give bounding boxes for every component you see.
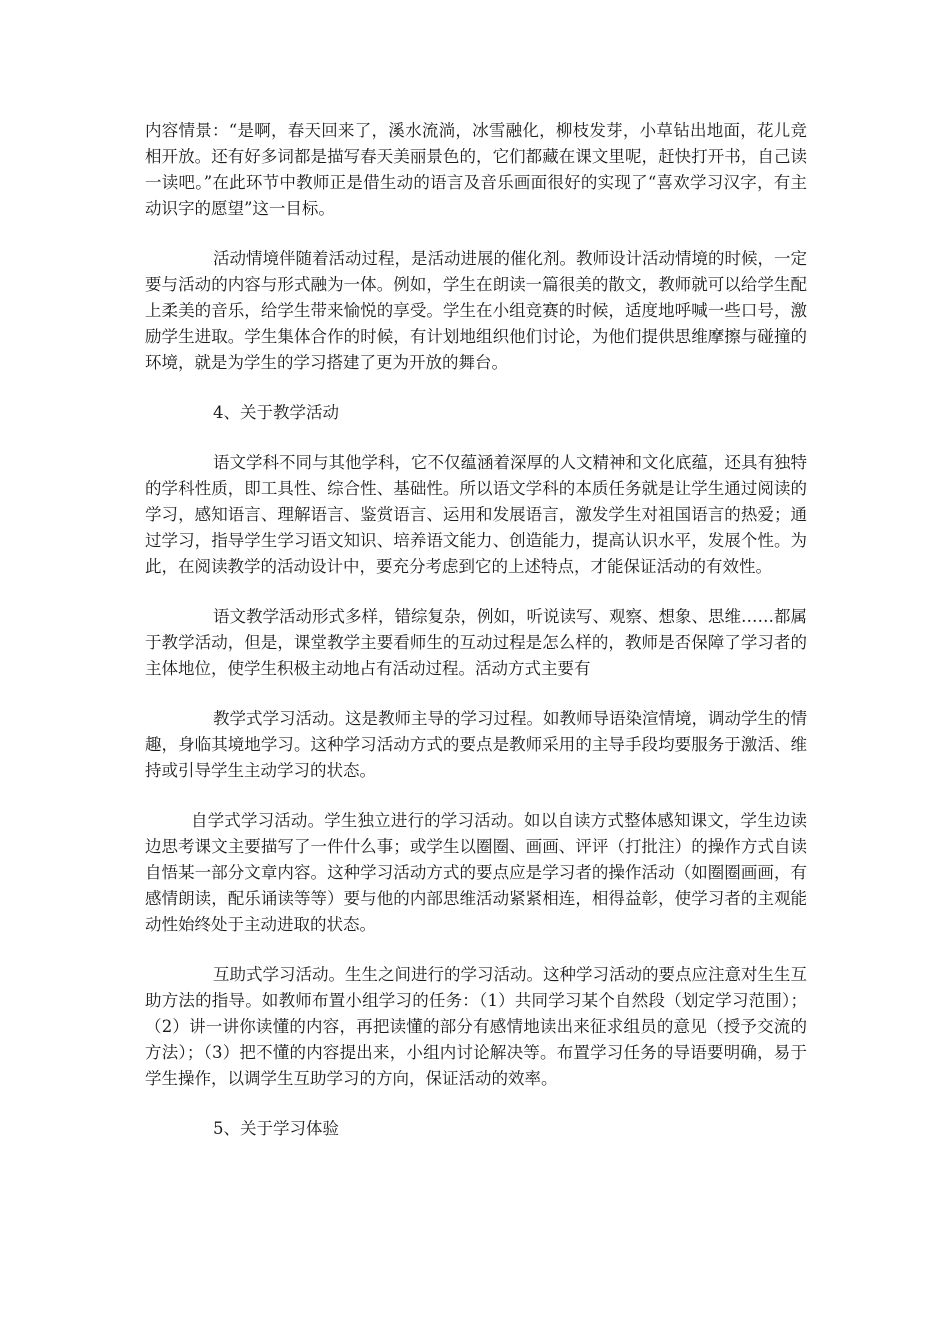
paragraph-chinese-subject: 语文学科不同与其他学科，它不仅蕴涵着深厚的人文精神和文化底蕴，还具有独特的学科性质，即工具性、综合性、基础性。所以语文学科的本质任务就是让学生通过阅读的学习，感知语言、理解语言、鉴赏语言、运用和发展语言，激发学生对祖国语言的热爱；通过学习，指导学生学习语文知识、培养语文能力、创造能力，提高认识水平，发展个性。为此，在阅读教学的活动设计中，要充分考虑到它的上述特点，才能保证活动的有效性。 bbox=[145, 453, 807, 576]
paragraph-intro: 内容情景：“是啊，春天回来了，溪水流淌，冰雪融化，柳枝发芽，小草钻出地面，花儿竞相开放。还有好多词都是描写春天美丽景色的，它们都藏在课文里呢，赶快打开书，自己读一读吧。”在此环节中教师正是借生动的语言及音乐画面很好的实现了“喜欢学习汉字，有主动识字的愿望”这一目标。 bbox=[145, 121, 807, 218]
section-heading-teaching-activity: 4、关于教学活动 bbox=[213, 403, 339, 422]
paragraph-mutual-help-style: 互助式学习活动。生生之间进行的学习活动。这种学习活动的要点应注意对生生互助方法的指导。如教师布置小组学习的任务：（1）共同学习某个自然段（划定学习范围）；（2）讲一讲你读懂的内容，再把读懂的部分有感情地读出来征求组员的意见（授予交流的方法）；（3）把不懂的内容提出来，小组内讨论解决等。布置学习任务的导语要明确，易于学生操作，以调学生互助学习的方向，保证活动的效率。 bbox=[145, 965, 807, 1088]
paragraph-teaching-style: 教学式学习活动。这是教师主导的学习过程。如教师导语染渲情境，调动学生的情趣，身临其境地学习。这种学习活动方式的要点是教师采用的主导手段均要服务于激活、维持或引导学生主动学习的状态。 bbox=[145, 709, 807, 780]
paragraph-activity-forms: 语文教学活动形式多样，错综复杂，例如，听说读写、观察、想象、思维……都属于教学活动，但是，课堂教学主要看师生的互动过程是怎么样的，教师是否保障了学习者的主体地位，使学生积极主动地占有活动过程。活动方式主要有 bbox=[145, 607, 807, 678]
section-heading-learning-experience: 5、关于学习体验 bbox=[213, 1119, 339, 1138]
document-body bbox=[145, 118, 807, 1166]
paragraph-activity-context: 活动情境伴随着活动过程，是活动进展的催化剂。教师设计活动情境的时候，一定要与活动的内容与形式融为一体。例如，学生在朗读一篇很美的散文，教师就可以给学生配上柔美的音乐，给学生带来愉悦的享受。学生在小组竞赛的时候，适度地呼喊一些口号，激励学生进取。学生集体合作的时候，有计划地组织他们讨论，为他们提供思维摩擦与碰撞的环境，就是为学生的学习搭建了更为开放的舞台。 bbox=[145, 249, 807, 372]
paragraph-self-study-style: 自学式学习活动。学生独立进行的学习活动。如以自读方式整体感知课文，学生边读边思考课文主要描写了一件什么事；或学生以圈圈、画画、评评（打批注）的操作方式自读自悟某一部分文章内容。这种学习活动方式的要点应是学习者的操作活动（如圈圈画画，有感情朗读，配乐诵读等等）要与他的内部思维活动紧紧相连，相得益彰，使学习者的主观能动性始终处于主动进取的状态。 bbox=[145, 811, 807, 934]
